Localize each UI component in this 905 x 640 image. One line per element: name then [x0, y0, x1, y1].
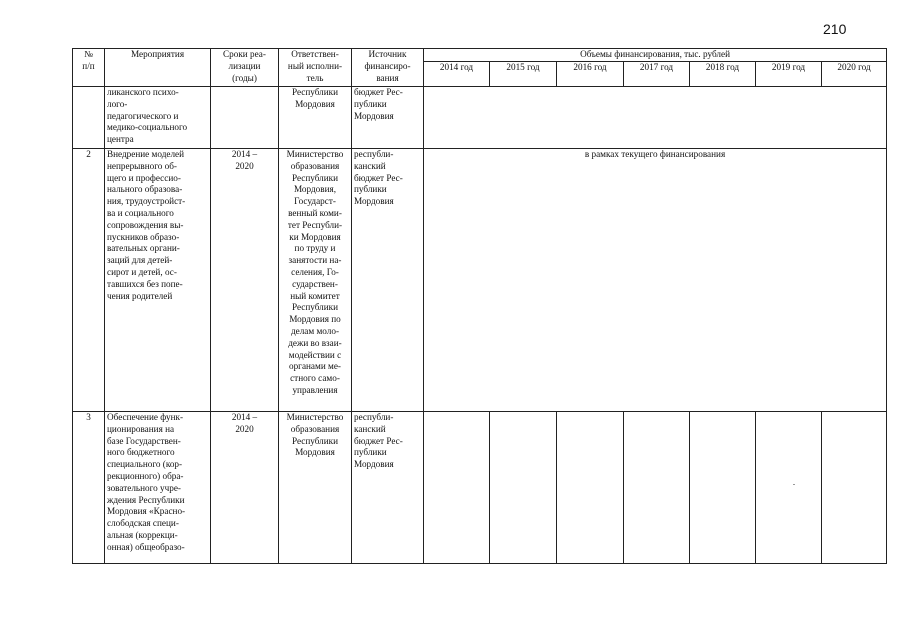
- cell-responsible: Министерство образования Республики Мордовия, Государст- венный коми- тет Республи- ки Мордовия по труду и занятости на- селения, Го- сударствен- ный комитет Республики Мордовия по делам моло- дежи во взаи- модействии с органами ме- стного само- управления: [279, 149, 352, 412]
- cell-responsible: Республики Мордовия: [279, 87, 352, 149]
- cell-source: республи- канский бюджет Рес- публики Мордовия: [352, 149, 424, 412]
- cell-source: республи- канский бюджет Рес- публики Мордовия: [352, 412, 424, 564]
- header-year: 2015 год: [490, 62, 557, 87]
- header-year: 2014 год: [424, 62, 490, 87]
- cell-funding-year: [424, 412, 490, 564]
- header-activity: Мероприятия: [105, 49, 211, 87]
- header-year: 2019 год: [756, 62, 822, 87]
- cell-funding-year: [557, 412, 624, 564]
- cell-funding-year: [756, 412, 822, 564]
- scan-speck: [793, 484, 795, 485]
- page-number: 210: [823, 21, 847, 37]
- cell-activity: Обеспечение функ- ционирования на базе Государствен- ного бюджетного специального (кор- рекционного) обра- зовательного учре- ждения Республики Мордовия «Красно- слободская специ- альная (коррекци- онная) общеобразо-: [105, 412, 211, 564]
- header-year: 2016 год: [557, 62, 624, 87]
- header-responsible: Ответствен- ный исполни- тель: [279, 49, 352, 87]
- cell-funding-note: в рамках текущего финансирования: [424, 149, 887, 412]
- header-year: 2020 год: [822, 62, 887, 87]
- cell-period: [211, 87, 279, 149]
- cell-number: 2: [73, 149, 105, 412]
- cell-period: 2014 – 2020: [211, 149, 279, 412]
- financing-table: [72, 48, 887, 564]
- cell-activity: Внедрение моделей непрерывного об- щего и профессио- нального образова- ния, трудоустройст- ва и социального сопровождения вы- пускников образо- вательных органи- заций для детей- сирот и детей, ос- тавшихся без попе- чения родителей: [105, 149, 211, 412]
- cell-number: 3: [73, 412, 105, 564]
- header-number: № п/п: [73, 49, 105, 87]
- cell-funding-year: [822, 412, 887, 564]
- header-period: Сроки реа- лизации (годы): [211, 49, 279, 87]
- table-row: [73, 149, 887, 412]
- header-source: Источник финансиро- вания: [352, 49, 424, 87]
- cell-activity: ликанского психо- лого- педагогического и медико-социального центра: [105, 87, 211, 149]
- table-header-row: [73, 49, 887, 62]
- cell-number: [73, 87, 105, 149]
- table-row: [73, 87, 887, 149]
- cell-funding-year: [624, 412, 690, 564]
- cell-responsible: Министерство образования Республики Мордовия: [279, 412, 352, 564]
- header-year: 2018 год: [690, 62, 756, 87]
- cell-funding-year: [490, 412, 557, 564]
- cell-funding: [424, 87, 887, 149]
- cell-funding-year: [690, 412, 756, 564]
- cell-source: бюджет Рес- публики Мордовия: [352, 87, 424, 149]
- table-row: [73, 412, 887, 564]
- header-year: 2017 год: [624, 62, 690, 87]
- cell-period: 2014 – 2020: [211, 412, 279, 564]
- header-funding-group: Объемы финансирования, тыс. рублей: [424, 49, 887, 62]
